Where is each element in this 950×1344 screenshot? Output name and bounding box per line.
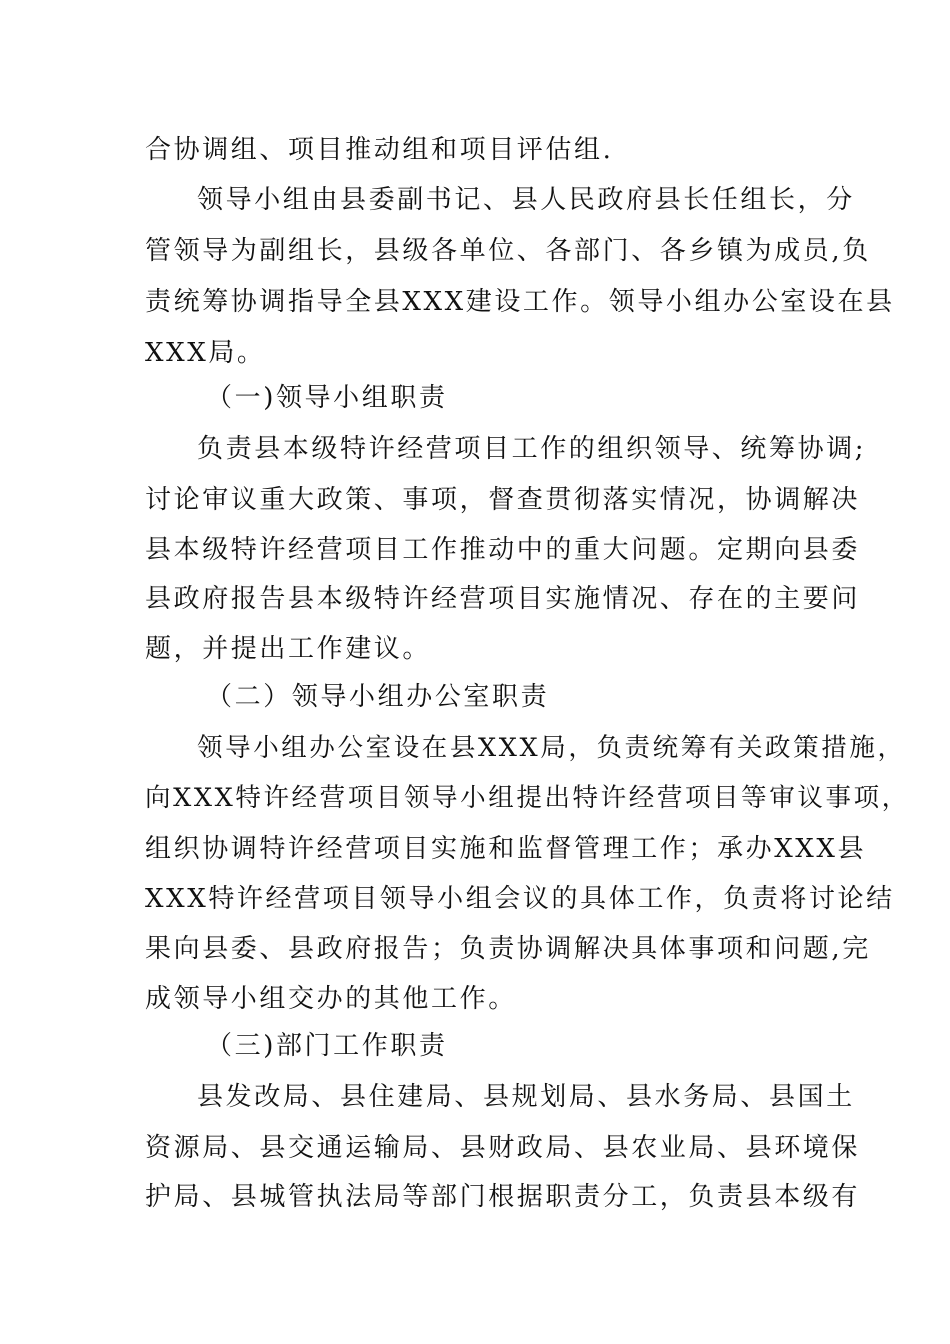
paragraph-line: 领导小组由县委副书记、县人民政府县长任组长，分: [197, 185, 855, 215]
paragraph-line: XXX局。: [145, 338, 266, 368]
paragraph-line: 县政府报告县本级特许经营项目实施情况、存在的主要问: [145, 584, 861, 614]
paragraph-line: 讨论审议重大政策、事项，督查贯彻落实情况，协调解决: [145, 485, 861, 515]
paragraph-line: 县本级特许经营项目工作推动中的重大问题。定期向县委: [145, 535, 861, 565]
section-heading-2: （二）领导小组办公室职责: [206, 682, 550, 712]
paragraph-line: 责统筹协调指导全县XXX建设工作。领导小组办公室设在县: [145, 287, 895, 317]
paragraph-line: 组织协调特许经营项目实施和监督管理工作；承办XXX县: [145, 834, 867, 864]
section-heading-3: （三)部门工作职责: [206, 1031, 448, 1061]
paragraph-line: 果向县委、县政府报告；负责协调解决具体事项和问题,完: [145, 934, 871, 964]
paragraph-line: 题，并提出工作建议。: [145, 634, 432, 664]
paragraph-line: 合协调组、项目推动组和项目评估组.: [145, 135, 614, 165]
paragraph-line: 护局、县城管执法局等部门根据职责分工，负责县本级有: [145, 1182, 861, 1212]
paragraph-line: 向XXX特许经营项目领导小组提出特许经营项目等审议事项，: [145, 783, 910, 813]
paragraph-line: 领导小组办公室设在县XXX局，负责统筹有关政策措施，: [197, 733, 906, 763]
paragraph-line: 管领导为副组长，县级各单位、各部门、各乡镇为成员,负: [145, 236, 871, 266]
paragraph-line: 成领导小组交办的其他工作。: [145, 984, 517, 1014]
paragraph-line: XXX特许经营项目领导小组会议的具体工作，负责将讨论结: [145, 884, 895, 914]
paragraph-line: 负责县本级特许经营项目工作的组织领导、统筹协调;: [197, 434, 867, 464]
section-heading-1: （一)领导小组职责: [206, 383, 448, 413]
paragraph-line: 县发改局、县住建局、县规划局、县水务局、县国土: [197, 1082, 855, 1112]
paragraph-line: 资源局、县交通运输局、县财政局、县农业局、县环境保: [145, 1133, 861, 1163]
